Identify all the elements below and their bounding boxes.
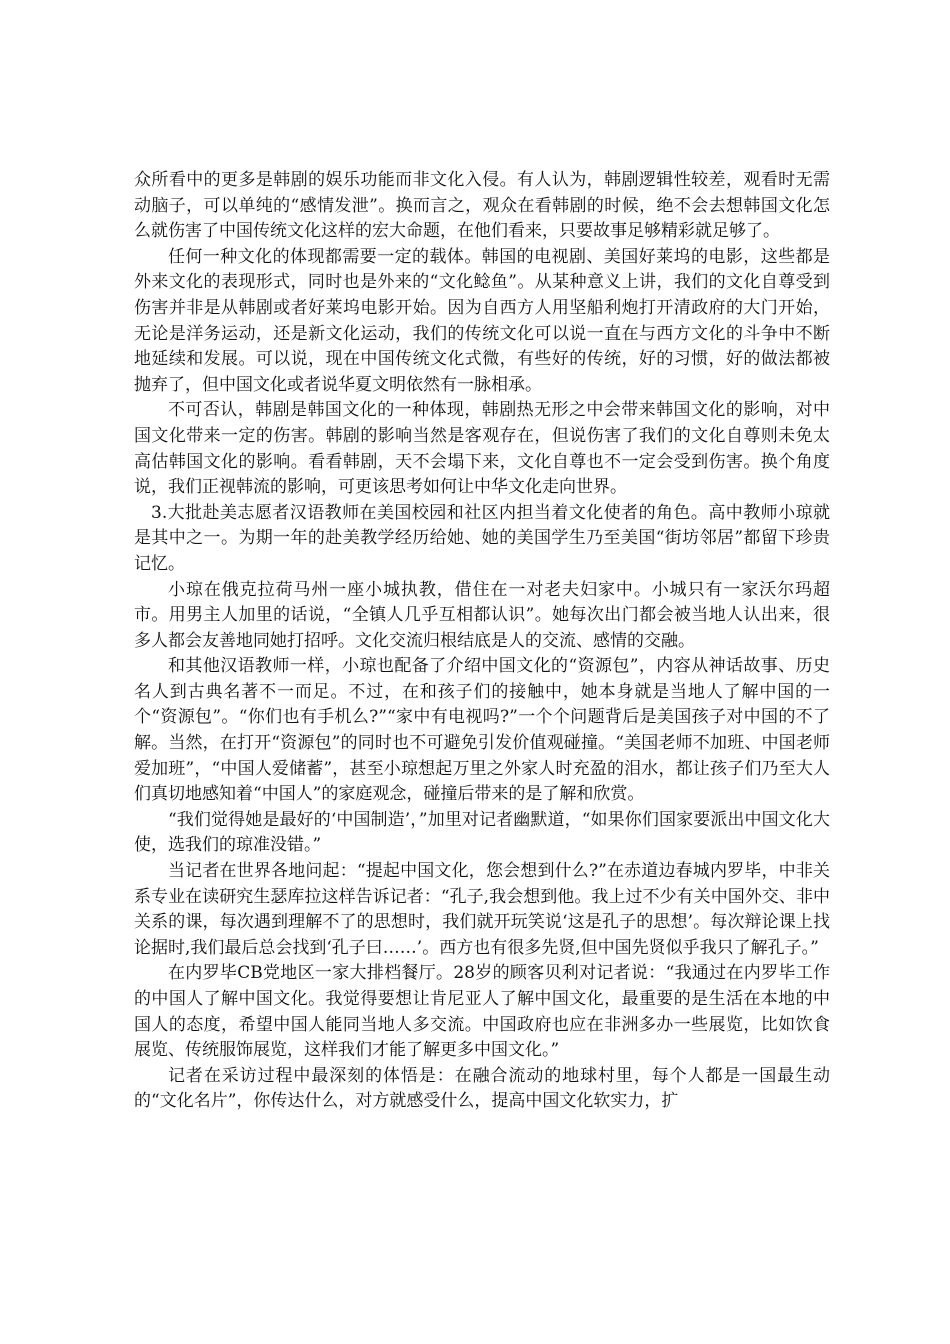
paragraph-resource-pack: 和其他汉语教师一样，小琼也配备了介绍中国文化的“资源包”，内容从神话故事、历史名人到古典名著不一而足。不过，在和孩子们的接触中，她本身就是当地人了解中国的一个“资源包”。“你们也有手机么?”“家中有电视吗?”一个个问题背后是美国孩子对中国的不了解。当然，在打开“资源包”的同时也不可避免引发价值观碰撞。“美国老师不加班、中国老师爱加班”，“中国人爱储蓄”，甚至小琼想起万里之外家人时充盈的泪水，都让孩子们乃至大人们真切地感知着“中国人”的家庭观念，碰撞后带来的是了解和欣赏。 xyxy=(134,656,830,805)
paragraph-cultural-business-card: 记者在采访过程中最深刻的体悟是：在融合流动的地球村里，每个人都是一国最生动的“文化名片”，你传达什么，对方就感受什么，提高中国文化软实力，扩 xyxy=(134,1065,830,1112)
paragraph-xiaoqiong-oklahoma: 小琼在俄克拉荷马州一座小城执教，借住在一对老夫妇家中。小城只有一家沃尔玛超市。用男主人加里的话说，“全镇人几乎互相都认识”。她每次出门都会被当地人认出来，很多人都会友善地同她打招呼。文化交流归根结底是人的交流、感情的交融。 xyxy=(134,579,830,651)
paragraph-nairobi-confucius: 当记者在世界各地问起：“提起中国文化，您会想到什么?”在赤道边春城内罗毕，中非关系专业在读研究生瑟库拉这样告诉记者：“孔子,我会想到他。我上过不少有关中国外交、非中关系的课，每次遇到理解不了的思想时，我们就开玩笑说‘这是孔子的思想’。每次辩论课上找论据时,我们最后总会找到‘孔子曰……’。西方也有很多先贤,但中国先贤似乎我只了解孔子。” xyxy=(134,861,830,958)
paragraph-volunteer-teachers: 3.大批赴美志愿者汉语教师在美国校园和社区内担当着文化使者的角色。高中教师小琼就是其中之一。为期一年的赴美教学经历给她、她的美国学生乃至美国“街坊邻居”都留下珍贵记忆。 xyxy=(134,502,830,574)
paragraph-korean-drama-influence: 不可否认，韩剧是韩国文化的一种体现，韩剧热无形之中会带来韩国文化的影响，对中国文化带来一定的伤害。韩剧的影响当然是客观存在，但说伤害了我们的文化自尊则未免太高估韩国文化的影响。看看韩剧，天不会塌下来，文化自尊也不一定会受到伤害。换个角度说，我们正视韩流的影响，可更该思考如何让中华文化走向世界。 xyxy=(134,400,830,498)
paragraph-nairobi-restaurant: 在内罗毕CB党地区一家大排档餐厅。28岁的顾客贝利对记者说：“我通过在内罗毕工作的中国人了解中国文化。我觉得要想让肯尼亚人了解中国文化，最重要的是生活在本地的中国人的态度，希望中国人能同当地人多交流。中国政府也应在非洲多办一些展览，比如饮食展览、传统服饰展览，这样我们才能了解更多中国文化。” xyxy=(134,963,830,1061)
document-body xyxy=(134,168,830,1115)
paragraph-made-in-china-quote: “我们觉得她是最好的‘中国制造’，”加里对记者幽默道，“如果你们国家要派出中国文化大使，选我们的琼准没错。” xyxy=(134,809,830,856)
paragraph-korean-drama-entertainment: 众所看中的更多是韩剧的娱乐功能而非文化入侵。有人认为，韩剧逻辑性较差，观看时无需动脑子，可以单纯的“感情发泄”。换而言之，观众在看韩剧的时候，绝不会去想韩国文化怎么就伤害了中国传统文化这样的宏大命题，在他们看来，只要故事足够精彩就足够了。 xyxy=(134,170,830,242)
paragraph-cultural-carrier: 任何一种文化的体现都需要一定的载体。韩国的电视剧、美国好莱坞的电影，这些都是外来文化的表现形式，同时也是外来的“文化鲶鱼”。从某种意义上讲，我们的文化自尊受到伤害并非是从韩剧或者好莱坞电影开始。因为自西方人用坚船利炮打开清政府的大门开始，无论是洋务运动，还是新文化运动，我们的传统文化可以说一直在与西方文化的斗争中不断地延续和发展。可以说，现在中国传统文化式微，有些好的传统，好的习惯，好的做法都被抛弃了，但中国文化或者说华夏文明依然有一脉相承。 xyxy=(134,246,830,395)
